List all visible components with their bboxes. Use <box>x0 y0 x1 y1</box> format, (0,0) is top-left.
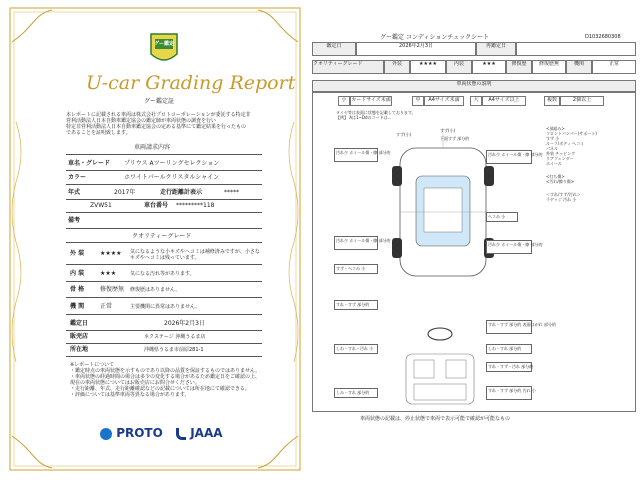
callout-box <box>486 344 532 354</box>
exterior-comment: 気になるような小キズやヘコミは補修済みですが、小さなキズやヘコミは残っています。 <box>130 249 260 261</box>
side-note: リアフェンダー <box>546 156 574 161</box>
side-note: <部組み> <box>546 126 565 131</box>
grading-certificate <box>4 2 306 476</box>
sheet-footnote: 車両状態の記載は、停止状態で車両で表示可能で確認が可能なもの <box>360 416 511 422</box>
dealer-name: ネクステージ 沖縄うるま店 <box>144 334 206 340</box>
frame-comment: 修復歴はありません。 <box>130 287 181 293</box>
interior-label: 内装 <box>446 60 472 74</box>
size-medium-desc: A4サイズ未満 <box>424 96 464 106</box>
side-note: <汚れ/擦り傷> <box>546 179 575 184</box>
callout-box <box>334 344 378 354</box>
year-value: 2017年 <box>114 189 136 196</box>
intro-line: 本レポートに記載される車両は株式会社プロトコーポレーションが委託する特定非 <box>66 112 251 118</box>
notes-title: ※レポートについて <box>70 362 115 368</box>
engine-comment: 主要機関に異常はありません。 <box>130 304 201 310</box>
note-line: ・車両状態の経過時間の場合は多少の変化する場合があるため鑑定日をご確認の上、 <box>70 374 261 380</box>
goo-badge-icon <box>149 32 179 66</box>
size-small-desc: カードサイズ未満 <box>350 96 392 106</box>
side-note: ルーフ/ボディ ヘコミ <box>546 141 585 146</box>
quality-label: 骨 格 <box>70 286 85 293</box>
legend-note: タイヤ等は表面に状態を記載しております。 <box>336 110 416 115</box>
jaaa-logo-text: JAAA <box>190 426 223 440</box>
badge-label: グー鑑定 <box>154 41 175 47</box>
size-large-code: 大 <box>470 96 482 106</box>
quality-title: クオリティーグレード <box>132 233 192 240</box>
jaaa-logo <box>176 426 223 440</box>
callout-text: 汚れ少 ホイール傷・擦 部分的 <box>336 238 391 243</box>
report-notes <box>70 362 260 398</box>
note-line: 現在の車両状態についてはお販売店にお問合せください。 <box>70 380 200 386</box>
frame-label: 修復歴 <box>506 60 532 74</box>
side-note: フロントバンパー(サポート) <box>546 131 597 136</box>
engine-value-sheet: 正常 <box>592 60 636 74</box>
callout-box <box>486 240 543 254</box>
intro-line: であることを証明致します。 <box>66 130 131 136</box>
note-line: ・走行距離、年式、走行距離確認などの記載については所在地にて確認できる。 <box>70 386 250 392</box>
note-line: ・評価については基準車両等異なる場合があります。 <box>70 392 190 398</box>
report-heading: U-car Grading Report <box>86 72 296 94</box>
callout-box <box>334 148 391 162</box>
footer-label: 所在地 <box>70 346 89 353</box>
car-interior-diagram <box>392 320 488 408</box>
color-value: ホワイトパールクリスタルシャイン <box>124 174 220 181</box>
size-multi-desc: 2個以上 <box>560 96 604 106</box>
callout-text: すれ・すず 部分的 汚れ 小 <box>488 388 536 393</box>
callout-box <box>334 388 378 398</box>
frame-value-sheet: 修復歴無 <box>532 60 566 74</box>
top-note: すず(小) <box>396 132 412 137</box>
interior-value: ★★★ <box>472 60 506 74</box>
size-medium-code: 中 <box>412 96 424 106</box>
dealer-address: 沖縄県うるま市前原281-1 <box>144 347 204 353</box>
size-large-desc: A4サイズ以上 <box>482 96 526 106</box>
side-note: 外装 チッピング <box>546 151 576 156</box>
callout-box <box>486 320 556 334</box>
grade-label: クオリティーグレード <box>312 60 384 74</box>
callout-text: しわ・すれ・汚れ 小 <box>336 346 374 351</box>
callout-box <box>486 212 518 222</box>
top-note: すず(小) <box>440 128 456 133</box>
callout-box <box>486 386 536 400</box>
callout-box <box>334 236 391 250</box>
intro-line: 特定非営利活動法人日本自動車鑑定協会の定める基準にて鑑定結果を行ったもの <box>66 124 247 130</box>
top-note: 下面すず 部分的 <box>440 136 470 141</box>
quality-label: 機 関 <box>70 303 85 310</box>
footer-label: 鑑定日 <box>70 320 89 327</box>
document-id: D1032680308 <box>585 34 621 40</box>
callout-text: すず・ヘコみ 小 <box>336 266 366 271</box>
interior-comment: 気になる汚れ等があります。 <box>130 271 195 277</box>
legend-note: 【例】 Aは1~Ddのコードは... <box>336 115 392 120</box>
side-note: ラゲッジ 汚れ 小 <box>546 197 577 202</box>
callout-text: しみ・すれ 部分的 <box>336 390 370 395</box>
row-label: 走行距離計表示 <box>160 189 203 196</box>
side-note: すず 小 <box>546 136 560 141</box>
proto-logo-text: PROTO <box>116 426 163 440</box>
exterior-stars: ★★★★ <box>100 250 122 257</box>
exterior-label: 外装 <box>384 60 410 74</box>
callout-text: 汚れ少 ホイール傷・擦 部分的 <box>488 242 543 247</box>
inspection-date: 2026年2月3日 <box>164 320 205 327</box>
date-label: 鑑定日 <box>312 42 356 56</box>
engine-value: 正常 <box>100 303 113 310</box>
callout-box <box>486 362 532 372</box>
date-value: 2026年2月3日 <box>356 42 476 56</box>
chassis-value: *********118 <box>176 202 215 209</box>
size-small-code: 小 <box>338 96 350 106</box>
footer-label: 販売店 <box>70 333 89 340</box>
side-note: ＜すれ/すず/汚れ＞ <box>546 192 581 197</box>
reinspection-label: 再鑑定日 <box>476 42 516 56</box>
callout-text: しわ・すれ 部分的 <box>488 346 522 351</box>
proto-logo-icon <box>100 428 112 440</box>
callout-box <box>486 150 543 164</box>
callout-text: すれ・すず 部分的 <box>336 302 370 307</box>
model-value: ZVW51 <box>90 202 112 209</box>
engine-label: 機関 <box>566 60 592 74</box>
callout-box <box>334 264 378 274</box>
car-name-value: プリウス Aツーリングセレクション <box>124 160 220 167</box>
callout-text: すれ・すず・汚れ 部分的 <box>488 364 534 369</box>
size-multi-code: 複数 <box>544 96 560 106</box>
quality-label: 外 装 <box>70 250 85 257</box>
intro-line: 営利活動法人日本自動車鑑定協会の鑑定師が車両状態の調査を行い <box>66 118 217 124</box>
row-label: 備考 <box>68 217 81 224</box>
side-note: ホイール <box>546 161 562 166</box>
row-label: 車名・グレード <box>68 160 111 167</box>
callout-text: ヘコみ 小 <box>488 214 506 219</box>
row-label: 車台番号 <box>144 202 169 209</box>
callout-text: 汚れ少 ホイール傷・擦 部分的 <box>336 150 391 155</box>
section-title: 車両請求内容 <box>134 144 171 151</box>
proto-logo <box>100 426 163 440</box>
row-label: カラー <box>68 174 87 181</box>
exterior-value: ★★★★ <box>410 60 446 74</box>
interior-stars: ★★★ <box>100 270 117 277</box>
callout-box <box>334 300 378 310</box>
callout-text: すれ・すず 部分的 表面はがれ 部分的 <box>488 322 556 327</box>
side-note: <打ち傷> <box>546 174 565 179</box>
jaaa-logo-icon <box>176 428 186 440</box>
side-notes <box>546 126 597 202</box>
mileage-value: ***** <box>224 189 239 196</box>
row-label: 年式 <box>68 189 81 196</box>
reinspection-value <box>516 42 636 56</box>
report-subtitle: グー鑑定証 <box>144 98 175 105</box>
state-title: 車両状態の説明 <box>312 80 636 92</box>
sheet-title: グー鑑定 コンディションチェックシート <box>380 34 490 41</box>
note-line: ・鑑定時点の車両状態を示すものであり以降の品質を保証するものではありません。 <box>70 368 261 374</box>
side-note: パネル <box>546 146 558 151</box>
callout-text: 汚れ少 ホイール傷・擦 部分的 <box>488 152 543 157</box>
frame-value: 修復歴無 <box>100 286 125 293</box>
quality-label: 内 装 <box>70 270 85 277</box>
intro-text <box>66 112 251 136</box>
